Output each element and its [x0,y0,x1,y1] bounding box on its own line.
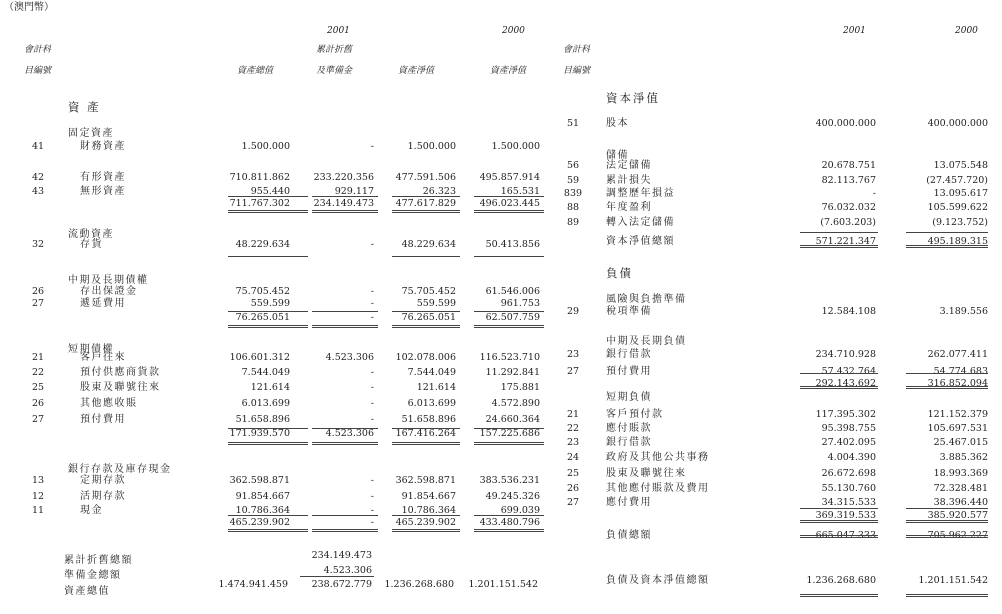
account-label: 負債及資本淨值總額 [606,575,710,586]
total-assets-dep: 238.672.779 [311,579,372,590]
account-code: 88 [566,202,580,213]
current-assets-title: 流動資產 [68,229,114,240]
fixed-assets-title: 固定資產 [68,128,114,139]
account-label: 其他應付賬款及費用 [606,483,710,494]
rule [906,594,988,597]
value-2001-cell: 27.402.095 [821,437,876,448]
dep-value-cell: - [370,367,374,378]
account-code: 12 [31,491,45,502]
account-label: 法定儲備 [606,160,652,171]
dep-value-cell: - [370,312,374,323]
net-2000-value-cell: 495.857.914 [479,172,540,183]
left-header-code-1: 會計科 [24,45,52,55]
value-2001-cell: 234.710.928 [815,349,876,360]
account-label: 預付供應商貨款 [80,367,161,378]
gross-value-cell: 106.601.312 [229,352,290,363]
account-code: 27 [31,414,45,425]
account-label: 無形資產 [80,186,126,197]
gross-value-cell: 6.013.699 [241,398,290,409]
risk-provisions-title: 風險與負擔準備 [606,294,687,305]
rule [800,535,878,538]
total-assets-gross: 1.474.941.459 [218,579,288,590]
account-code: 42 [31,172,45,183]
value-2001-cell: 400.000.000 [815,118,876,129]
value-2000-cell: 54.774.683 [933,366,988,377]
header-net-value: 資產淨值 [398,66,435,76]
net-2000-value-cell: 383.536.231 [479,475,540,486]
account-label: 年度盈利 [606,202,652,213]
rule [474,428,544,429]
value-2001-cell: 292.143.692 [815,378,876,389]
net-2000-value-cell: 50.413.856 [485,239,540,250]
net-2000-value-cell: 699.039 [500,505,540,516]
reserves-title: 儲備 [606,150,629,161]
rule [392,311,460,312]
dep-value-cell: - [370,382,374,393]
total-assets-label: 資產總值 [64,586,110,597]
rule [312,196,378,197]
net-2000-value-cell: 1.500.000 [491,141,540,152]
account-code: 22 [31,367,45,378]
rule [228,515,308,516]
account-label: 活期存款 [80,491,126,502]
dep-value-cell: - [370,517,374,528]
account-label: 定期存款 [80,475,126,486]
account-label: 應付費用 [606,497,652,508]
dep-value-cell: - [370,491,374,502]
net-value-cell: 465.239.902 [395,517,456,528]
value-2000-cell: (9.123.752) [932,217,988,228]
net-2000-value-cell: 433.480.796 [479,517,540,528]
right-year-2001: 2001 [843,26,866,36]
net-value-cell: 6.013.699 [407,398,456,409]
acc-dep-total-label: 累計折舊總額 [64,555,133,566]
account-code: 23 [566,437,580,448]
net-2000-value-cell: 165.531 [500,186,540,197]
net-value-cell: 10.786.364 [401,505,456,516]
value-2000-cell: 316.852.094 [927,378,988,389]
net-2000-value-cell: 175.881 [500,382,540,393]
value-2000-cell: 3.885.362 [939,452,988,463]
account-code: 26 [31,286,45,297]
header-dep-1: 累計折舊 [316,45,353,55]
value-2001-cell: 57.432.764 [821,366,876,377]
value-2000-cell: 262.077.411 [927,349,988,360]
gross-value-cell: 710.811.862 [229,172,290,183]
value-2001-cell: 12.584.108 [821,306,876,317]
dep-value-cell: - [370,239,374,250]
account-label: 存出保證金 [80,286,138,297]
dep-value-cell: 4.523.306 [325,428,374,439]
net-2000-value-cell: 61.546.006 [485,286,540,297]
provision-total-label: 準備金總額 [64,570,122,581]
rule [474,256,544,257]
gross-value-cell: 1.500.000 [241,141,290,152]
value-2000-cell: 495.189.315 [927,236,988,247]
value-2000-cell: 18.993.369 [933,468,988,479]
account-label: 遞延費用 [80,298,126,309]
account-code: 26 [566,483,580,494]
dep-value-cell: - [370,505,374,516]
value-2001-cell: - [872,188,876,199]
header-gross-value: 資產總值 [237,66,274,76]
rule [228,196,308,197]
net-value-cell: 362.598.871 [395,475,456,486]
provision-total-value: 4.523.306 [323,565,372,576]
value-2000-cell: 121.152.379 [927,409,988,420]
rule [392,256,460,257]
account-code: 59 [566,175,580,186]
header-dep-2: 及準備金 [316,66,353,76]
short-liabilities-title: 短期負債 [606,392,652,403]
account-code: 41 [31,141,45,152]
net-value-cell: 477.591.506 [395,172,456,183]
value-2001-cell: 369.319.533 [815,510,876,521]
value-2000-cell: (27.457.720) [926,175,988,186]
account-code: 22 [566,423,580,434]
account-label: 股東及聯號往來 [80,382,161,393]
currency-note: （澳門幣） [4,2,54,13]
net-value-cell: 7.544.049 [407,367,456,378]
left-header-code-2: 目編號 [24,66,52,76]
gross-value-cell: 362.598.871 [229,475,290,486]
account-code: 25 [566,468,580,479]
rule [906,386,988,389]
value-2001-cell: 1.236.268.680 [806,575,876,586]
account-code: 51 [566,118,580,129]
net-value-cell: 51.658.896 [401,414,456,425]
value-2001-cell: 4.004.390 [827,452,876,463]
account-code: 32 [31,239,45,250]
account-code: 23 [566,349,580,360]
account-label: 累計損失 [606,175,652,186]
dep-value-cell: - [370,475,374,486]
left-year-2001: 2001 [327,26,350,36]
value-2001-cell: 20.678.751 [821,160,876,171]
rule [312,529,378,532]
value-2001-cell: 76.032.032 [821,202,876,213]
net-value-cell: 48.229.634 [401,239,456,250]
gross-value-cell: 465.239.902 [229,517,290,528]
value-2000-cell: 13.075.548 [933,160,988,171]
account-label: 客戶預付款 [606,409,664,420]
account-code: 21 [31,352,45,363]
account-code: 56 [566,160,580,171]
value-2000-cell: 25.467.015 [933,437,988,448]
header-net-value-2000: 資產淨值 [490,66,527,76]
account-code: 89 [566,217,580,228]
account-label: 股本 [606,118,629,129]
rule [228,442,308,445]
rule [392,325,460,328]
account-label: 存貨 [80,239,103,250]
value-2001-cell: 95.398.755 [821,423,876,434]
dep-value-cell: 4.523.306 [325,352,374,363]
right-header-code-2: 目編號 [563,66,591,76]
gross-value-cell: 51.658.896 [235,414,290,425]
value-2001-cell: 571.221.347 [815,236,876,247]
net-value-cell: 91.854.667 [401,491,456,502]
rule [906,245,988,248]
acc-dep-total-value: 234.149.473 [311,550,372,561]
dep-value-cell: - [370,414,374,425]
rule [800,373,878,374]
gross-value-cell: 75.705.452 [235,286,290,297]
account-label: 銀行借款 [606,349,652,360]
account-label: 股東及聯號往來 [606,468,687,479]
liabilities-title: 負債 [606,266,633,280]
rule [312,325,378,328]
net-2000-value-cell: 24.660.364 [485,414,540,425]
net-value-cell: 76.265.051 [401,312,456,323]
account-code: 27 [31,298,45,309]
account-label: 預付費用 [606,366,652,377]
rule [300,576,374,577]
rule [228,256,308,257]
net-value-cell: 121.614 [416,382,456,393]
net-2000-value-cell: 961.753 [500,298,540,309]
value-2001-cell: 82.113.767 [821,175,876,186]
account-label: 應付賬款 [606,423,652,434]
account-label: 稅項準備 [606,306,652,317]
rule [474,311,544,312]
account-code: 43 [31,186,45,197]
rule [474,325,544,328]
rule [228,210,308,213]
rule [906,373,988,374]
account-label: 預付費用 [80,414,126,425]
bank-cash-title: 銀行存款及庫存現金 [68,464,172,475]
rule [474,442,544,445]
value-2000-cell: 13.095.617 [933,188,988,199]
account-label: 調整歷年損益 [606,188,675,199]
left-year-2000: 2000 [502,26,525,36]
value-2001-cell: 34.315.533 [821,497,876,508]
rule [800,594,878,597]
net-value-cell: 75.705.452 [401,286,456,297]
net-value-cell: 102.078.006 [395,352,456,363]
rule [392,196,460,197]
dep-value-cell: 234.149.473 [313,198,374,209]
rule [906,232,988,233]
net-value-cell: 1.500.000 [407,141,456,152]
account-label: 轉入法定儲備 [606,217,675,228]
account-label: 現金 [80,505,103,516]
account-label: 財務資產 [80,141,126,152]
value-2000-cell: 1.201.151.542 [918,575,988,586]
account-label: 負債總額 [606,530,652,541]
rule [312,442,378,445]
account-code: 11 [31,505,45,516]
net-value-cell: 26.323 [422,186,456,197]
account-label: 銀行借款 [606,437,652,448]
gross-value-cell: 711.767.302 [229,198,290,209]
value-2000-cell: 38.396.440 [933,497,988,508]
rule [392,442,460,445]
medlong-liabilities-title: 中期及長期負債 [606,336,687,347]
account-code: 29 [566,306,580,317]
value-2000-cell: 3.189.556 [939,306,988,317]
account-code: 13 [31,475,45,486]
gross-value-cell: 48.229.634 [235,239,290,250]
rule [392,529,460,532]
net-2000-value-cell: 4.572.890 [491,398,540,409]
account-label: 資本淨值總額 [606,236,675,247]
account-label: 有形資產 [80,172,126,183]
net-2000-value-cell: 11.292.841 [485,367,540,378]
rule [800,232,878,233]
right-year-2000: 2000 [955,26,978,36]
account-code: 25 [31,382,45,393]
rule [474,529,544,532]
rule [800,508,878,509]
account-code: 27 [566,366,580,377]
value-2000-cell: 105.599.622 [927,202,988,213]
rule [312,428,378,429]
value-2001-cell: 55.130.760 [821,483,876,494]
dep-value-cell: - [370,286,374,297]
dep-value-cell: - [370,141,374,152]
rule [228,529,308,532]
gross-value-cell: 7.544.049 [241,367,290,378]
gross-value-cell: 955.440 [250,186,290,197]
account-code: 839 [563,188,583,199]
gross-value-cell: 10.786.364 [235,505,290,516]
rule [312,515,378,516]
rule [392,428,460,429]
rule [474,196,544,197]
value-2001-cell: (7.603.203) [820,217,876,228]
account-code: 26 [31,398,45,409]
gross-value-cell: 171.939.570 [229,428,290,439]
total-assets-net: 1.236.268.680 [384,579,454,590]
net-value-cell: 559.599 [416,298,456,309]
net-2000-value-cell: 62.507.759 [485,312,540,323]
rule [312,311,378,312]
net-2000-value-cell: 116.523.710 [479,352,540,363]
rule [906,520,988,523]
gross-value-cell: 121.614 [250,382,290,393]
dep-value-cell: 929.117 [334,186,374,197]
gross-value-cell: 76.265.051 [235,312,290,323]
value-2000-cell: 72.328.481 [933,483,988,494]
rule [474,515,544,516]
rule [228,325,308,328]
value-2001-cell: 117.395.302 [815,409,876,420]
rule [800,245,878,248]
medlong-receivables-title: 中期及長期債權 [68,275,149,286]
value-2001-cell: 26.672.698 [821,468,876,479]
rule [800,386,878,389]
total-assets-net-2000: 1.201.151.542 [468,579,538,590]
value-2001-cell: 665.047.333 [815,530,876,541]
short-receivables-title: 短期債權 [68,344,114,355]
account-code: 21 [566,409,580,420]
rule [312,210,378,213]
rule [906,508,988,509]
dep-value-cell: 233.220.356 [313,172,374,183]
rule [906,535,988,538]
gross-value-cell: 91.854.667 [235,491,290,502]
rule [800,520,878,523]
account-label: 客戶往來 [80,352,126,363]
account-code: 24 [566,452,580,463]
rule [392,515,460,516]
net-2000-value-cell: 496.023.445 [479,198,540,209]
assets-title: 資 產 [68,100,101,114]
value-2000-cell: 705.962.227 [927,530,988,541]
equity-title: 資本淨值 [606,91,660,105]
rule [228,428,308,429]
right-header-code-1: 會計科 [563,45,591,55]
value-2000-cell: 400.000.000 [927,118,988,129]
rule [474,210,544,213]
dep-value-cell: - [370,398,374,409]
rule [392,210,460,213]
value-2000-cell: 385.920.577 [927,510,988,521]
rule [228,311,308,312]
account-label: 政府及其他公共事務 [606,452,710,463]
account-code: 27 [566,497,580,508]
value-2000-cell: 105.697.531 [927,423,988,434]
net-value-cell: 167.416.264 [395,428,456,439]
dep-value-cell: - [370,298,374,309]
net-value-cell: 477.617.829 [395,198,456,209]
net-2000-value-cell: 157.225.686 [479,428,540,439]
account-label: 其他應收賬 [80,398,138,409]
gross-value-cell: 559.599 [250,298,290,309]
net-2000-value-cell: 49.245.326 [485,491,540,502]
